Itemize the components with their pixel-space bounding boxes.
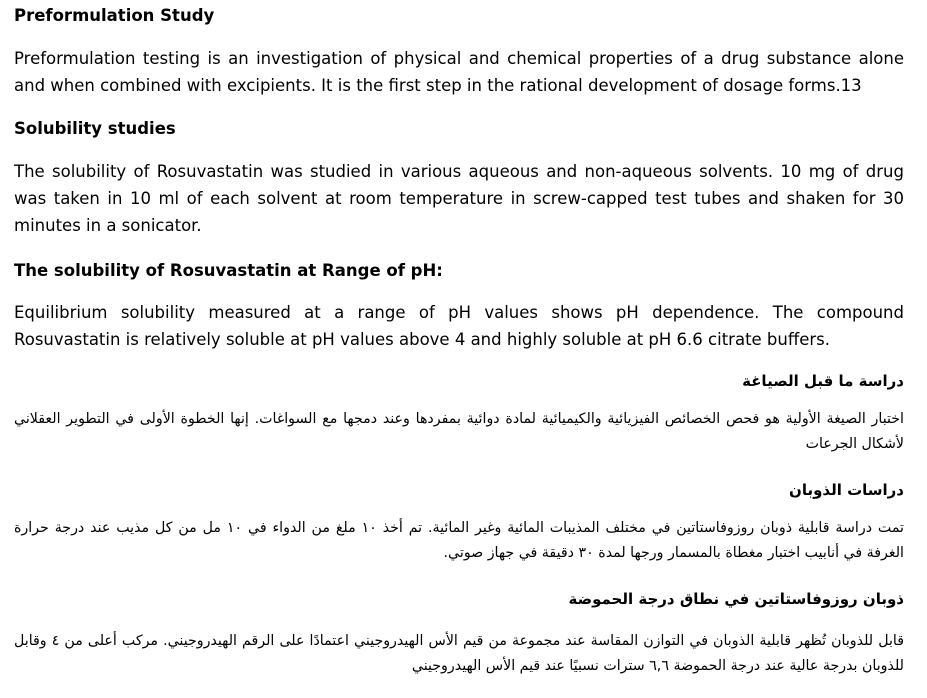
preformulation-paragraph: Preformulation testing is an investigation of physical and chemical properties of a drug substance alone and when combined with excipients. It is the first step in the rational development of dosage forms.13 (14, 49, 904, 95)
preformulation-heading: Preformulation Study (14, 6, 215, 25)
solubility-paragraph: The solubility of Rosuvastatin was studied in various aqueous and non-aqueous solvents. 10 mg of drug was taken in 10 ml of each solvent at room temperature in screw-capped test tubes and shaken for 30 minutes in a sonicator. (14, 162, 904, 235)
arabic-solubility-paragraph: تمت دراسة قابلية ذوبان روزوفاستاتين في مختلف المذيبات المائية وغير المائية. تم أخذ ١٠ ملغ من الدواء في ١٠ مل من كل مذيب عند درجة حرارة الغرفة في أنابيب اختبار مغطاة بالمسمار ورجها لمدة ٣٠ دقيقة في جهاز صوتي. (14, 520, 904, 561)
arabic-solubility-heading: دراسات الذوبان (789, 481, 904, 499)
arabic-ph-paragraph: قابل للذوبان تُظهر قابلية الذوبان في التوازن المقاسة عند مجموعة من قيم الأس الهيدروجيني اعتمادًا على الرقم الهيدروجيني. مركب أعلى من ٤ وقابل للذوبان بدرجة عالية عند درجة الحموضة ٦,٦ سترات نسبيًا عند قيم الأس الهيدروجيني (14, 633, 904, 674)
arabic-preformulation-heading: دراسة ما قبل الصياغة (742, 372, 904, 390)
arabic-ph-heading: ذوبان روزوفاستاتين في نطاق درجة الحموضة (568, 590, 904, 608)
ph-solubility-paragraph: Equilibrium solubility measured at a range of pH values shows pH dependence. The compound Rosuvastatin is relatively soluble at pH values above 4 and highly soluble at pH 6.6 citrate buffers. (14, 303, 904, 349)
ph-solubility-heading: The solubility of Rosuvastatin at Range of pH: (14, 261, 443, 280)
arabic-preformulation-paragraph: اختبار الصيغة الأولية هو فحص الخصائص الفيزيائية والكيميائية لمادة دوائية بمفردها وعند دمجها مع السواغات. إنها الخطوة الأولى في التطوير العقلاني لأشكال الجرعات (14, 411, 904, 452)
solubility-heading: Solubility studies (14, 119, 176, 138)
